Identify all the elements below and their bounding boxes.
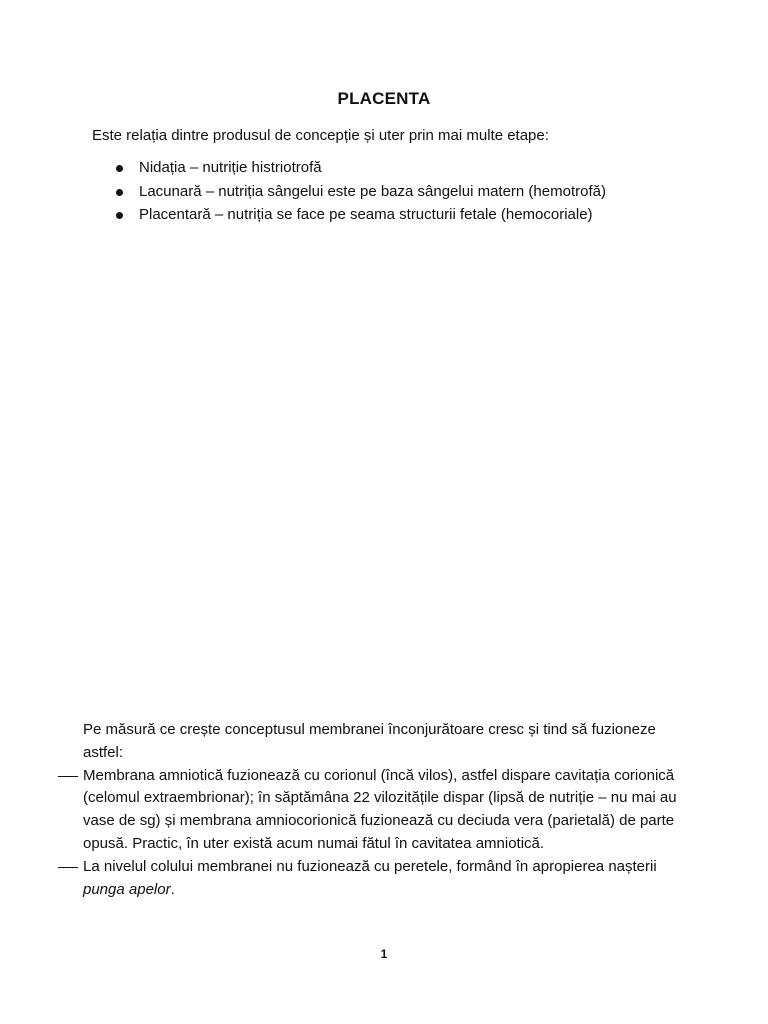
bullet-icon bbox=[116, 189, 123, 196]
dash-bullet-icon bbox=[58, 867, 78, 868]
list-item bbox=[114, 182, 606, 206]
membrane-point-text: La nivelul colului membranei nu fuzionează cu peretele, formând în apropierea nașterii bbox=[83, 857, 657, 875]
intro-text: Este relația dintre produsul de concepție și uter prin mai multe etape: bbox=[92, 127, 549, 144]
stage-text: Nidația – nutriție histriotrofă bbox=[139, 159, 322, 176]
list-item bbox=[114, 158, 606, 182]
emphasized-term: punga apelor bbox=[83, 880, 171, 898]
membrane-section bbox=[83, 719, 683, 901]
membrane-point-end: . bbox=[170, 880, 175, 898]
list-item bbox=[83, 856, 683, 902]
dash-bullet-icon bbox=[58, 776, 78, 777]
bullet-icon bbox=[116, 212, 123, 219]
stage-text: Placentară – nutriția se face pe seama structurii fetale (hemocoriale) bbox=[139, 206, 593, 223]
list-item bbox=[83, 765, 683, 856]
stages-list bbox=[114, 158, 606, 229]
membrane-points-list bbox=[83, 765, 683, 902]
membrane-intro-paragraph: Pe măsură ce crește conceptusul membranei înconjurătoare cresc și tind să fuzioneze astfel: bbox=[83, 721, 656, 761]
stage-text: Lacunară – nutriția sângelui este pe baza sângelui matern (hemotrofă) bbox=[139, 182, 606, 200]
page-number: 1 bbox=[380, 947, 388, 961]
bullet-icon bbox=[116, 165, 123, 172]
document-title: PLACENTA bbox=[337, 89, 431, 108]
list-item bbox=[114, 205, 606, 229]
membrane-point-text: Membrana amniotică fuzionează cu corionul (încă vilos), astfel dispare cavitația corionică (celomul extraembrionar); în săptămâna 22 vilozitățile dispar (lipsă de nutriție – nu mai au vase de sg) și membrana amniocorionică fuzionează cu deciuda vera (parietală) de parte opusă. Practic, în uter există acum numai fătul în cavitatea amniotică. bbox=[83, 766, 677, 852]
